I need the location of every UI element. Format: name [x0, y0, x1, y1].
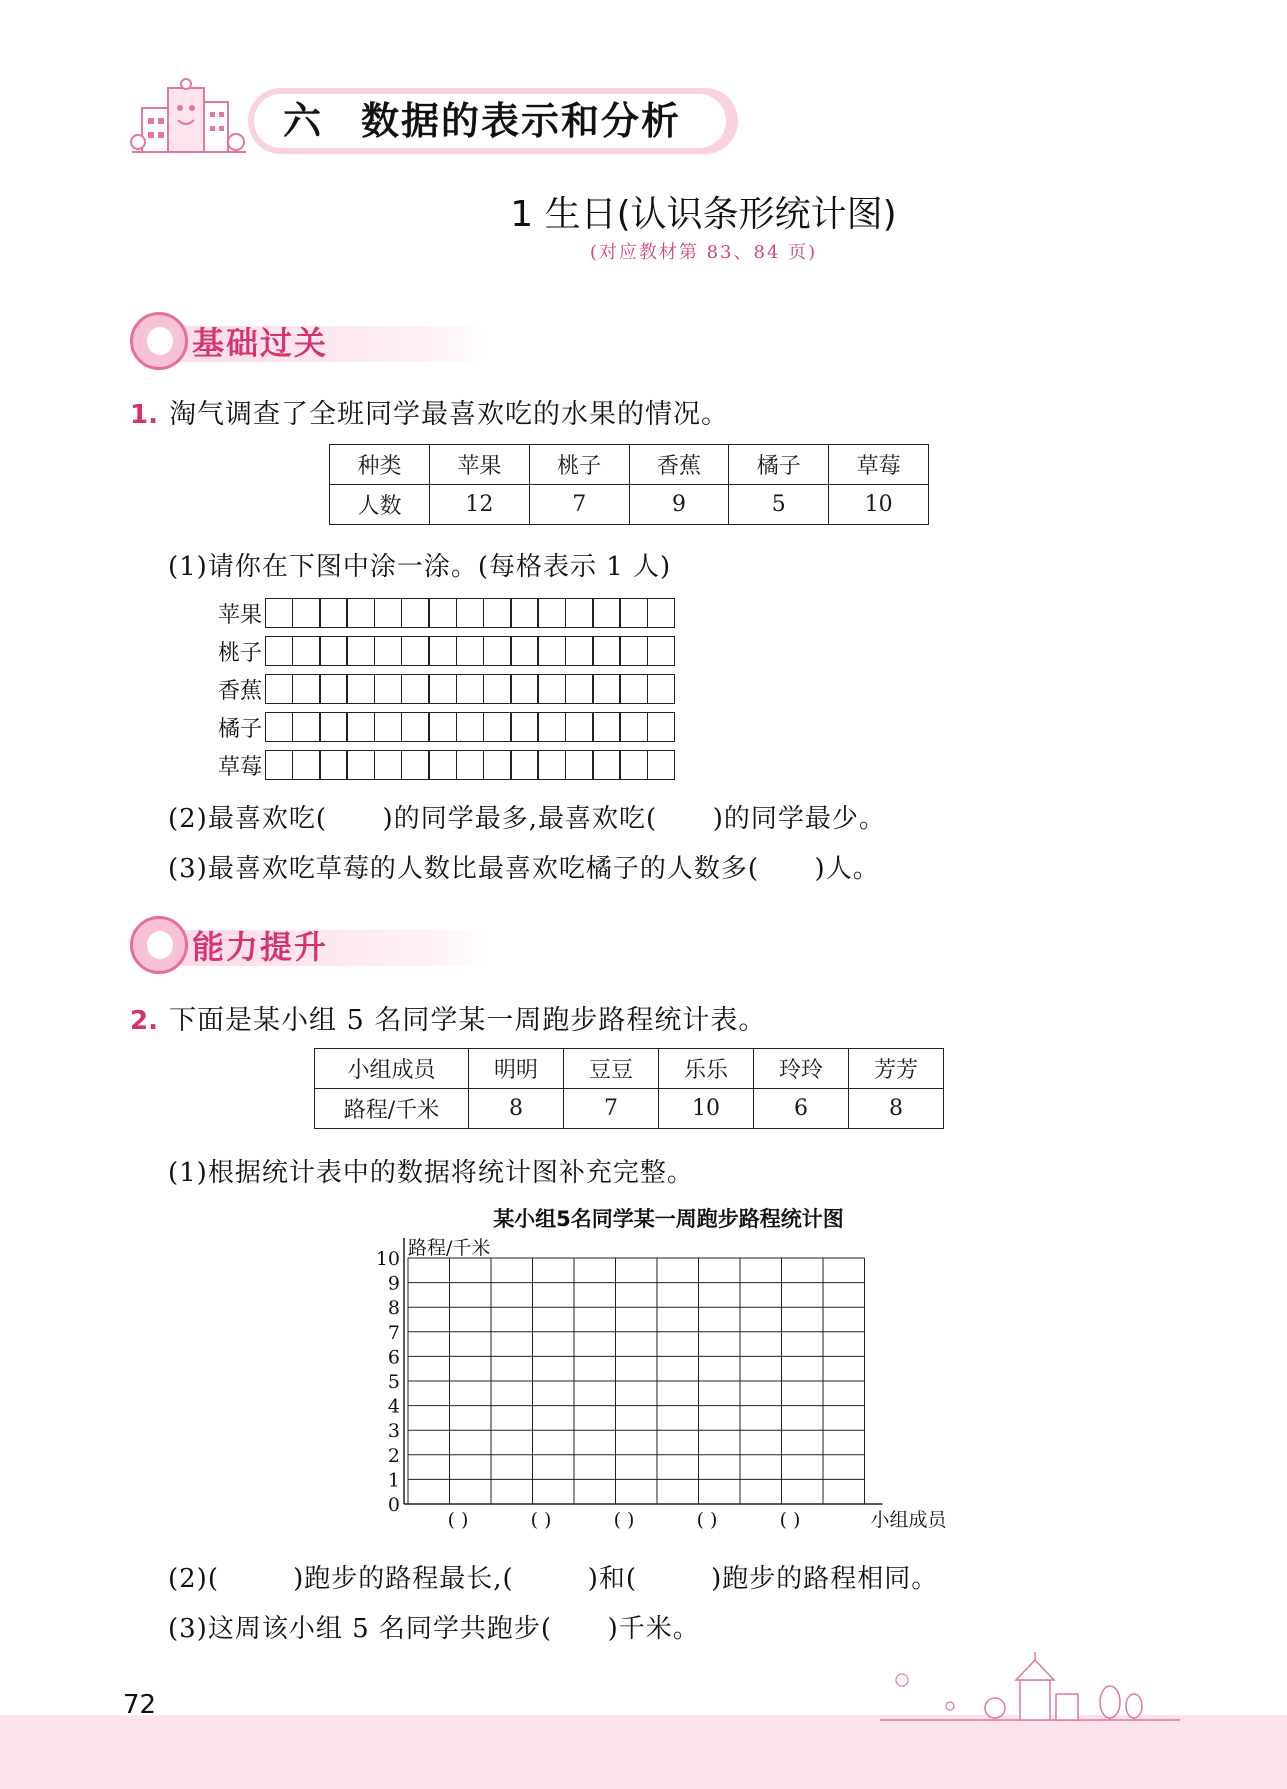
y-tick-label: 6 — [387, 1346, 400, 1369]
grid-cell[interactable] — [428, 750, 457, 780]
table-cell: 8 — [469, 1089, 564, 1129]
grid-cell[interactable] — [456, 750, 485, 780]
chapter-name: 数据的表示和分析 — [361, 99, 682, 143]
table-cell: 草莓 — [829, 445, 929, 485]
table-header-cell: 小组成员 — [315, 1049, 469, 1089]
grid-cell[interactable] — [565, 674, 594, 704]
grid-cell[interactable] — [401, 750, 430, 780]
grid-row — [214, 594, 675, 632]
table-cell: 10 — [829, 485, 929, 525]
y-axis-label: 路程/千米 — [408, 1237, 491, 1259]
grid-row-label: 橘子 — [217, 716, 262, 742]
q1-part3: (3)最喜欢吃草莓的人数比最喜欢吃橘子的人数多( )人。 — [168, 854, 880, 884]
y-tick-label: 4 — [387, 1395, 400, 1418]
chapter-number: 六 — [283, 99, 324, 143]
grid-row-label: 桃子 — [217, 640, 262, 666]
running-table — [314, 1048, 944, 1129]
grid-cell[interactable] — [510, 750, 539, 780]
fruit-coloring-grid — [214, 594, 675, 784]
table-header-cell: 种类 — [330, 445, 430, 485]
y-tick-label: 9 — [387, 1272, 400, 1295]
table-cell: 6 — [754, 1089, 849, 1129]
grid-cells — [266, 598, 675, 628]
q1-part1: (1)请你在下图中涂一涂。(每格表示 1 人) — [168, 552, 672, 582]
grid-cell[interactable] — [592, 598, 621, 628]
grid-cell[interactable] — [428, 636, 457, 666]
grid-row — [214, 632, 675, 670]
x-category-label: ( ) — [447, 1509, 469, 1531]
grid-cell[interactable] — [483, 598, 512, 628]
grid-cell[interactable] — [456, 636, 485, 666]
grid-cell[interactable] — [292, 636, 321, 666]
footer-band — [0, 1715, 1287, 1789]
grid-cells — [266, 636, 675, 666]
town-illustration-icon — [880, 1650, 1180, 1722]
grid-cell[interactable] — [510, 712, 539, 742]
grid-cell[interactable] — [647, 712, 676, 742]
table-row — [330, 445, 929, 485]
grid-cell[interactable] — [374, 598, 403, 628]
table-cell: 桃子 — [529, 445, 629, 485]
grid-cell[interactable] — [592, 750, 621, 780]
grid-cell[interactable] — [265, 674, 294, 704]
table-cell: 苹果 — [430, 445, 530, 485]
section-label: 能力提升 — [192, 928, 329, 966]
grid-cell[interactable] — [319, 598, 348, 628]
table-cell: 5 — [729, 485, 829, 525]
grid-row-label: 草莓 — [217, 754, 262, 780]
chart-title: 某小组5名同学某一周跑步路程统计图 — [493, 1207, 844, 1231]
grid-cell[interactable] — [619, 598, 648, 628]
grid-row — [214, 670, 675, 708]
table-cell: 7 — [529, 485, 629, 525]
section-label: 基础过关 — [192, 324, 329, 362]
chapter-banner — [128, 78, 740, 164]
grid-cell[interactable] — [537, 674, 566, 704]
grid-cell[interactable] — [374, 674, 403, 704]
x-category-label: ( ) — [779, 1509, 801, 1531]
table-cell: 8 — [849, 1089, 944, 1129]
section-advanced — [130, 916, 510, 974]
table-cell: 9 — [629, 485, 729, 525]
running-chart — [360, 1230, 980, 1540]
y-tick-label: 10 — [375, 1248, 400, 1270]
grid-cell[interactable] — [292, 674, 321, 704]
grid-cell[interactable] — [456, 712, 485, 742]
x-category-label: ( ) — [530, 1509, 552, 1531]
grid-cell[interactable] — [401, 712, 430, 742]
y-tick-label: 7 — [387, 1321, 400, 1344]
grid-cell[interactable] — [401, 636, 430, 666]
chapter-title — [283, 94, 681, 148]
table-cell: 玲玲 — [754, 1049, 849, 1089]
grid-cell[interactable] — [592, 712, 621, 742]
grid-row — [214, 708, 675, 746]
grid-cell[interactable] — [401, 674, 430, 704]
grid-cells — [266, 750, 675, 780]
q2-part1: (1)根据统计表中的数据将统计图补充完整。 — [168, 1158, 694, 1188]
q2-part3: (3)这周该小组 5 名同学共跑步( )千米。 — [168, 1614, 700, 1644]
y-tick-label: 8 — [387, 1297, 400, 1320]
grid-cell[interactable] — [510, 598, 539, 628]
grid-cell[interactable] — [619, 674, 648, 704]
table-cell: 橘子 — [729, 445, 829, 485]
lesson-reference: (对应教材第 83、84 页) — [589, 242, 818, 263]
table-cell: 乐乐 — [659, 1049, 754, 1089]
grid-cell[interactable] — [319, 636, 348, 666]
grid-row — [214, 746, 675, 784]
grid-cell[interactable] — [346, 674, 375, 704]
grid-cell[interactable] — [456, 674, 485, 704]
grid-cell[interactable] — [292, 712, 321, 742]
grid-cell[interactable] — [565, 712, 594, 742]
grid-cell[interactable] — [537, 636, 566, 666]
table-cell: 7 — [564, 1089, 659, 1129]
grid-cell[interactable] — [401, 598, 430, 628]
grid-cell[interactable] — [265, 750, 294, 780]
building-illustration-icon — [128, 78, 258, 164]
grid-cell[interactable] — [456, 598, 485, 628]
grid-cell[interactable] — [619, 636, 648, 666]
grid-cell[interactable] — [483, 636, 512, 666]
grid-cell[interactable] — [647, 636, 676, 666]
table-header-cell: 路程/千米 — [315, 1089, 469, 1129]
grid-cell[interactable] — [265, 636, 294, 666]
grid-cell[interactable] — [346, 750, 375, 780]
question-number: 2. — [130, 1006, 158, 1036]
grid-cell[interactable] — [428, 712, 457, 742]
y-tick-label: 2 — [387, 1444, 400, 1467]
grid-cell[interactable] — [565, 636, 594, 666]
table-cell: 10 — [659, 1089, 754, 1129]
grid-cell[interactable] — [265, 712, 294, 742]
y-tick-label: 1 — [387, 1469, 400, 1492]
grid-cell[interactable] — [265, 598, 294, 628]
grid-cell[interactable] — [319, 750, 348, 780]
grid-cell[interactable] — [647, 750, 676, 780]
grid-cell[interactable] — [647, 598, 676, 628]
table-row — [315, 1089, 944, 1129]
table-cell: 12 — [430, 485, 530, 525]
grid-cells — [266, 674, 675, 704]
table-cell: 明明 — [469, 1049, 564, 1089]
x-category-label: ( ) — [613, 1509, 635, 1531]
grid-cell[interactable] — [647, 674, 676, 704]
girl-mascot-icon — [130, 312, 188, 370]
q2-part2: (2)( )跑步的路程最长,( )和( )跑步的路程相同。 — [168, 1564, 939, 1594]
y-tick-label: 0 — [387, 1494, 400, 1516]
table-row — [330, 485, 929, 525]
question-text: 淘气调查了全班同学最喜欢吃的水果的情况。 — [169, 399, 730, 430]
grid-cell[interactable] — [319, 712, 348, 742]
grid-cell[interactable] — [565, 598, 594, 628]
fruit-table — [329, 444, 929, 525]
table-row — [315, 1049, 944, 1089]
grid-cell[interactable] — [619, 712, 648, 742]
grid-cell[interactable] — [292, 598, 321, 628]
grid-cell[interactable] — [346, 598, 375, 628]
grid-cell[interactable] — [483, 750, 512, 780]
grid-cell[interactable] — [537, 712, 566, 742]
table-cell: 豆豆 — [564, 1049, 659, 1089]
y-tick-label: 5 — [387, 1371, 400, 1393]
grid-cell[interactable] — [510, 674, 539, 704]
grid-cell[interactable] — [483, 674, 512, 704]
lesson-title: 1 生日(认识条形统计图) — [510, 194, 897, 235]
grid-cell[interactable] — [483, 712, 512, 742]
question-2-stem — [130, 998, 766, 1037]
question-number: 1. — [130, 400, 158, 430]
table-cell: 芳芳 — [849, 1049, 944, 1089]
question-1-stem — [130, 392, 729, 431]
table-cell: 香蕉 — [629, 445, 729, 485]
grid-cell[interactable] — [537, 598, 566, 628]
grid-cell[interactable] — [374, 636, 403, 666]
section-basic — [130, 312, 510, 370]
boy-mascot-icon — [130, 916, 188, 974]
grid-cell[interactable] — [319, 674, 348, 704]
grid-row-label: 香蕉 — [217, 678, 262, 704]
grid-cell[interactable] — [510, 636, 539, 666]
grid-cell[interactable] — [374, 712, 403, 742]
grid-cell[interactable] — [619, 750, 648, 780]
grid-cell[interactable] — [592, 636, 621, 666]
table-header-cell: 人数 — [330, 485, 430, 525]
grid-cell[interactable] — [428, 674, 457, 704]
grid-row-label: 苹果 — [217, 602, 262, 628]
page-number: 72 — [123, 1690, 157, 1720]
grid-cell[interactable] — [292, 750, 321, 780]
x-category-label: ( ) — [696, 1509, 718, 1531]
question-text: 下面是某小组 5 名同学某一周跑步路程统计表。 — [169, 1005, 767, 1036]
grid-cell[interactable] — [537, 750, 566, 780]
grid-cell[interactable] — [428, 598, 457, 628]
grid-cell[interactable] — [374, 750, 403, 780]
grid-cell[interactable] — [346, 636, 375, 666]
grid-cell[interactable] — [592, 674, 621, 704]
q1-part2: (2)最喜欢吃( )的同学最多,最喜欢吃( )的同学最少。 — [168, 804, 886, 834]
grid-cell[interactable] — [565, 750, 594, 780]
grid-cell[interactable] — [346, 712, 375, 742]
x-axis-label: 小组成员 — [870, 1509, 947, 1531]
grid-cells — [266, 712, 675, 742]
y-tick-label: 3 — [387, 1420, 400, 1443]
